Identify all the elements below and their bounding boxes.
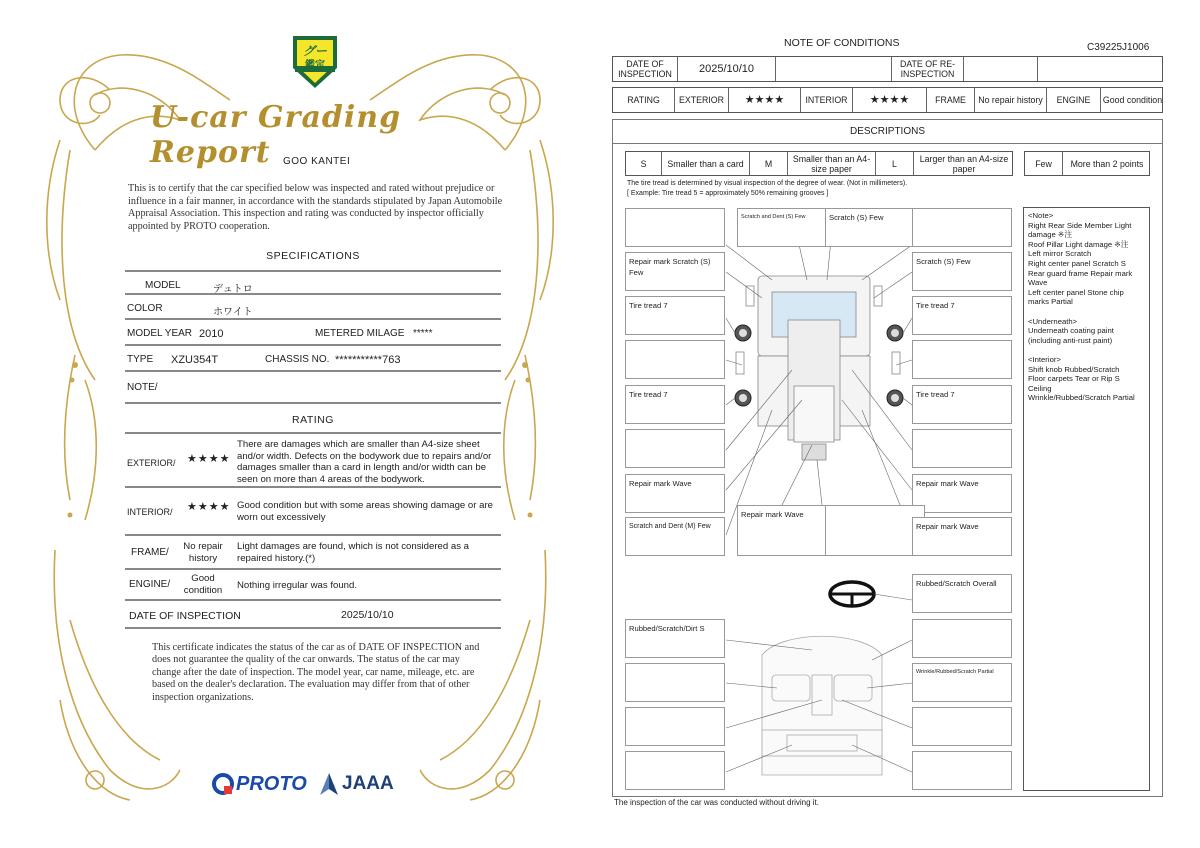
desc-box-dashboard: Rubbed/Scratch/Dirt S [625, 619, 725, 658]
desc-box-right-rear-tire: Tire tread 7 [912, 385, 1012, 424]
type-label: TYPE [127, 354, 154, 365]
right-frame-value: No repair history [975, 88, 1047, 112]
steering-wheel-icon [830, 582, 874, 606]
color-value: ホワイト [213, 307, 253, 318]
rating-label: RATING [613, 88, 675, 112]
few-legend [1024, 151, 1150, 176]
right-interior-label: INTERIOR [801, 88, 853, 112]
notes-list [1028, 211, 1145, 403]
right-date-value: 2025/10/10 [678, 57, 776, 81]
legend-s-text: Smaller than a card [662, 152, 750, 175]
report-subtitle: GOO KANTEI [283, 156, 351, 167]
interior-stars: ★★★★ [187, 501, 231, 513]
desc-box-left-step [625, 340, 725, 379]
note-line: <Underneath> [1028, 316, 1078, 326]
type-value: XZU354T [171, 354, 219, 366]
desc-box-right-step [912, 340, 1012, 379]
note-line: Floor carpets Tear or Rip S [1028, 374, 1120, 384]
specifications-heading: SPECIFICATIONS [266, 250, 360, 262]
desc-box-right-front-tire: Tire tread 7 [912, 296, 1012, 335]
desc-box-front-bumper: Scratch and Dent (S) Few [737, 208, 837, 247]
jaaa-logo [318, 770, 394, 798]
desc-box-interior-left-4 [625, 751, 725, 790]
desc-box-interior-right-3 [912, 707, 1012, 746]
rating-row-frame [125, 536, 501, 570]
goo-kantei-badge [287, 32, 343, 90]
spec-row-year [125, 320, 501, 346]
chassis-value: ***********763 [335, 354, 401, 366]
interior-description: Good condition but with some areas showing damage or are worn out excessively [237, 500, 493, 523]
frame-description: Light damages are found, which is not considered as a repaired history.(*) [237, 541, 469, 564]
note-line: Rear guard frame Repair mark Wave [1028, 268, 1133, 288]
model-year-label: MODEL YEAR [127, 328, 193, 339]
right-date-label: DATE OF INSPECTION [613, 57, 678, 81]
proto-mark-icon [212, 773, 234, 795]
note-line: <Interior> [1028, 354, 1061, 364]
note-line [1028, 307, 1145, 317]
spec-row-color [125, 295, 501, 320]
descriptions-heading: DESCRIPTIONS [612, 119, 1163, 144]
proto-logo [212, 770, 307, 798]
right-interior-stars: ★★★★ [853, 88, 927, 112]
exterior-stars: ★★★★ [187, 453, 231, 465]
note-line: Wrinkle/Rubbed/Scratch Partial [1028, 393, 1135, 403]
desc-box-left-body [625, 429, 725, 468]
engine-description: Nothing irregular was found. [237, 580, 357, 591]
desc-box-front-left [625, 208, 725, 247]
legend-s: S [626, 152, 662, 175]
inspection-date-label: DATE OF INSPECTION [129, 610, 241, 622]
size-legend [625, 151, 1013, 176]
desc-box-rear-center-right [825, 505, 925, 556]
desc-box-right-rear-body: Repair mark Wave [912, 474, 1012, 513]
tread-note: The tire tread is determined by visual inspection of the degree of wear. (Not in millimeters). [627, 180, 908, 187]
desc-box-left-rear-body: Repair mark Wave [625, 474, 725, 513]
proto-logo-text: PROTO [236, 772, 307, 795]
color-label: COLOR [127, 303, 163, 314]
desc-box-rear-left: Scratch and Dent (M) Few [625, 517, 725, 556]
note-line: Underneath coating paint (including anti-rust paint) [1028, 326, 1114, 345]
tread-example: [ Example: Tire tread 5 = approximately 50% remaining grooves ] [627, 190, 829, 197]
inspection-date-table [612, 56, 1163, 82]
legend-few-text: More than 2 points [1070, 158, 1144, 169]
note-line: Left center panel Stone chip marks Partial [1028, 287, 1124, 307]
desc-box-rear-right: Repair mark Wave [912, 517, 1012, 556]
rating-row-date [125, 601, 501, 629]
badge-top-text: グー [302, 44, 327, 58]
document-code: C39225J1006 [1087, 42, 1150, 53]
mileage-value: ***** [413, 328, 433, 339]
rating-row-engine [125, 570, 501, 601]
notes-heading: NOTE OF CONDITIONS [784, 37, 900, 49]
model-value: デュトロ [213, 284, 253, 295]
spec-row-type [125, 346, 501, 372]
legend-l: L [876, 152, 914, 175]
right-frame-label: FRAME [927, 88, 975, 112]
right-engine-label: ENGINE [1047, 88, 1101, 112]
certificate-disclaimer: This certificate indicates the status of the car as of DATE OF INSPECTION and does not guarantee the quality of the car onwards. The status of the car may change after the date of inspection. The model year, car name, mileage, etc. are based on the dealer's declaration. The evaluation may differ from that of other inspection organizations. [152, 642, 480, 703]
desc-box-front-right [912, 208, 1012, 247]
desc-box-right-body [912, 429, 1012, 468]
note-line: Shift knob Rubbed/Scratch [1028, 364, 1120, 374]
engine-value: Good condition [183, 573, 223, 596]
note-line [1028, 345, 1145, 355]
chassis-label: CHASSIS NO. [265, 354, 330, 365]
rating-summary-table [612, 87, 1163, 113]
model-year-value: 2010 [199, 328, 224, 340]
desc-box-left-rear-tire: Tire tread 7 [625, 385, 725, 424]
legend-m-text: Smaller than an A4-size paper [788, 152, 876, 175]
legend-few: Few [1025, 152, 1063, 175]
desc-box-left-mirror: Repair mark Scratch (S) Few [625, 252, 725, 291]
frame-label: FRAME/ [131, 547, 169, 558]
right-engine-value: Good condition [1102, 95, 1163, 105]
engine-label: ENGINE/ [129, 579, 171, 590]
interior-label: INTERIOR/ [127, 507, 173, 517]
date-blank-1 [776, 57, 892, 81]
spec-row-note [125, 372, 501, 404]
exterior-description: There are damages which are smaller than A4-size sheet and/or width. Defects on the bodywork due to repairs and/or damages smaller than a card in length and/or width can be seen on more than 4 areas of the bodywork. [237, 439, 492, 485]
right-exterior-stars: ★★★★ [729, 88, 801, 112]
reinspect-value [964, 57, 1038, 81]
desc-box-left-front-tire: Tire tread 7 [625, 296, 725, 335]
legend-m: M [750, 152, 788, 175]
desc-box-front-right-upper: Scratch (S) Few [825, 208, 925, 247]
reinspect-label: DATE OF RE-INSPECTION [892, 57, 964, 81]
jaaa-mark-icon [318, 771, 340, 797]
notes-box [1023, 207, 1150, 791]
certificate-intro: This is to certify that the car specified below was inspected and rated without prejudice or influence in a fair manner, in accordance with the standards stipulated by Japan Automobile Appraisal Association. This inspection and rating was conducted by inspector officially appointed by PROTO cooperation. [128, 183, 503, 232]
desc-box-right-mirror: Scratch (S) Few [912, 252, 1012, 291]
rating-heading: RATING [292, 414, 334, 426]
desc-box-interior-right-4 [912, 751, 1012, 790]
note-line: Right Rear Side Member Light damage ※注 [1028, 220, 1132, 240]
inspection-footnote: The inspection of the car was conducted without driving it. [614, 798, 819, 807]
desc-box-rear-center-left: Repair mark Wave [737, 505, 837, 556]
jaaa-logo-text: JAAA [342, 773, 394, 794]
note-line: Ceiling [1028, 383, 1052, 393]
spec-row-model [125, 270, 501, 295]
note-label: NOTE/ [127, 382, 158, 393]
date-blank-2 [1038, 57, 1164, 81]
inspection-date-value: 2025/10/10 [341, 609, 394, 621]
right-exterior-label: EXTERIOR [675, 88, 729, 112]
frame-value: No repair history [183, 541, 223, 564]
badge-bottom-text: 鑑定 [305, 60, 325, 71]
mileage-label: METERED MILAGE [315, 328, 405, 339]
model-label: MODEL [145, 280, 181, 291]
rating-row-interior [125, 488, 501, 536]
rating-row-exterior [125, 432, 501, 488]
desc-box-interior-right-2: Wrinkle/Rubbed/Scratch Partial [912, 663, 1012, 702]
desc-box-interior-left-3 [625, 707, 725, 746]
desc-box-interior-right-1 [912, 619, 1012, 658]
note-line: Right center panel Scratch S [1028, 258, 1126, 268]
legend-l-text: Larger than an A4-size paper [919, 153, 1009, 174]
desc-box-interior-left-2 [625, 663, 725, 702]
note-line: Roof Pillar Light damage ※注 [1028, 239, 1129, 249]
exterior-label: EXTERIOR/ [127, 458, 176, 468]
report-title: U-car Grading Report [150, 100, 402, 170]
note-line: <Note> [1028, 211, 1054, 220]
note-line: Left mirror Scratch [1028, 249, 1092, 259]
desc-box-steering: Rubbed/Scratch Overall [912, 574, 1012, 613]
